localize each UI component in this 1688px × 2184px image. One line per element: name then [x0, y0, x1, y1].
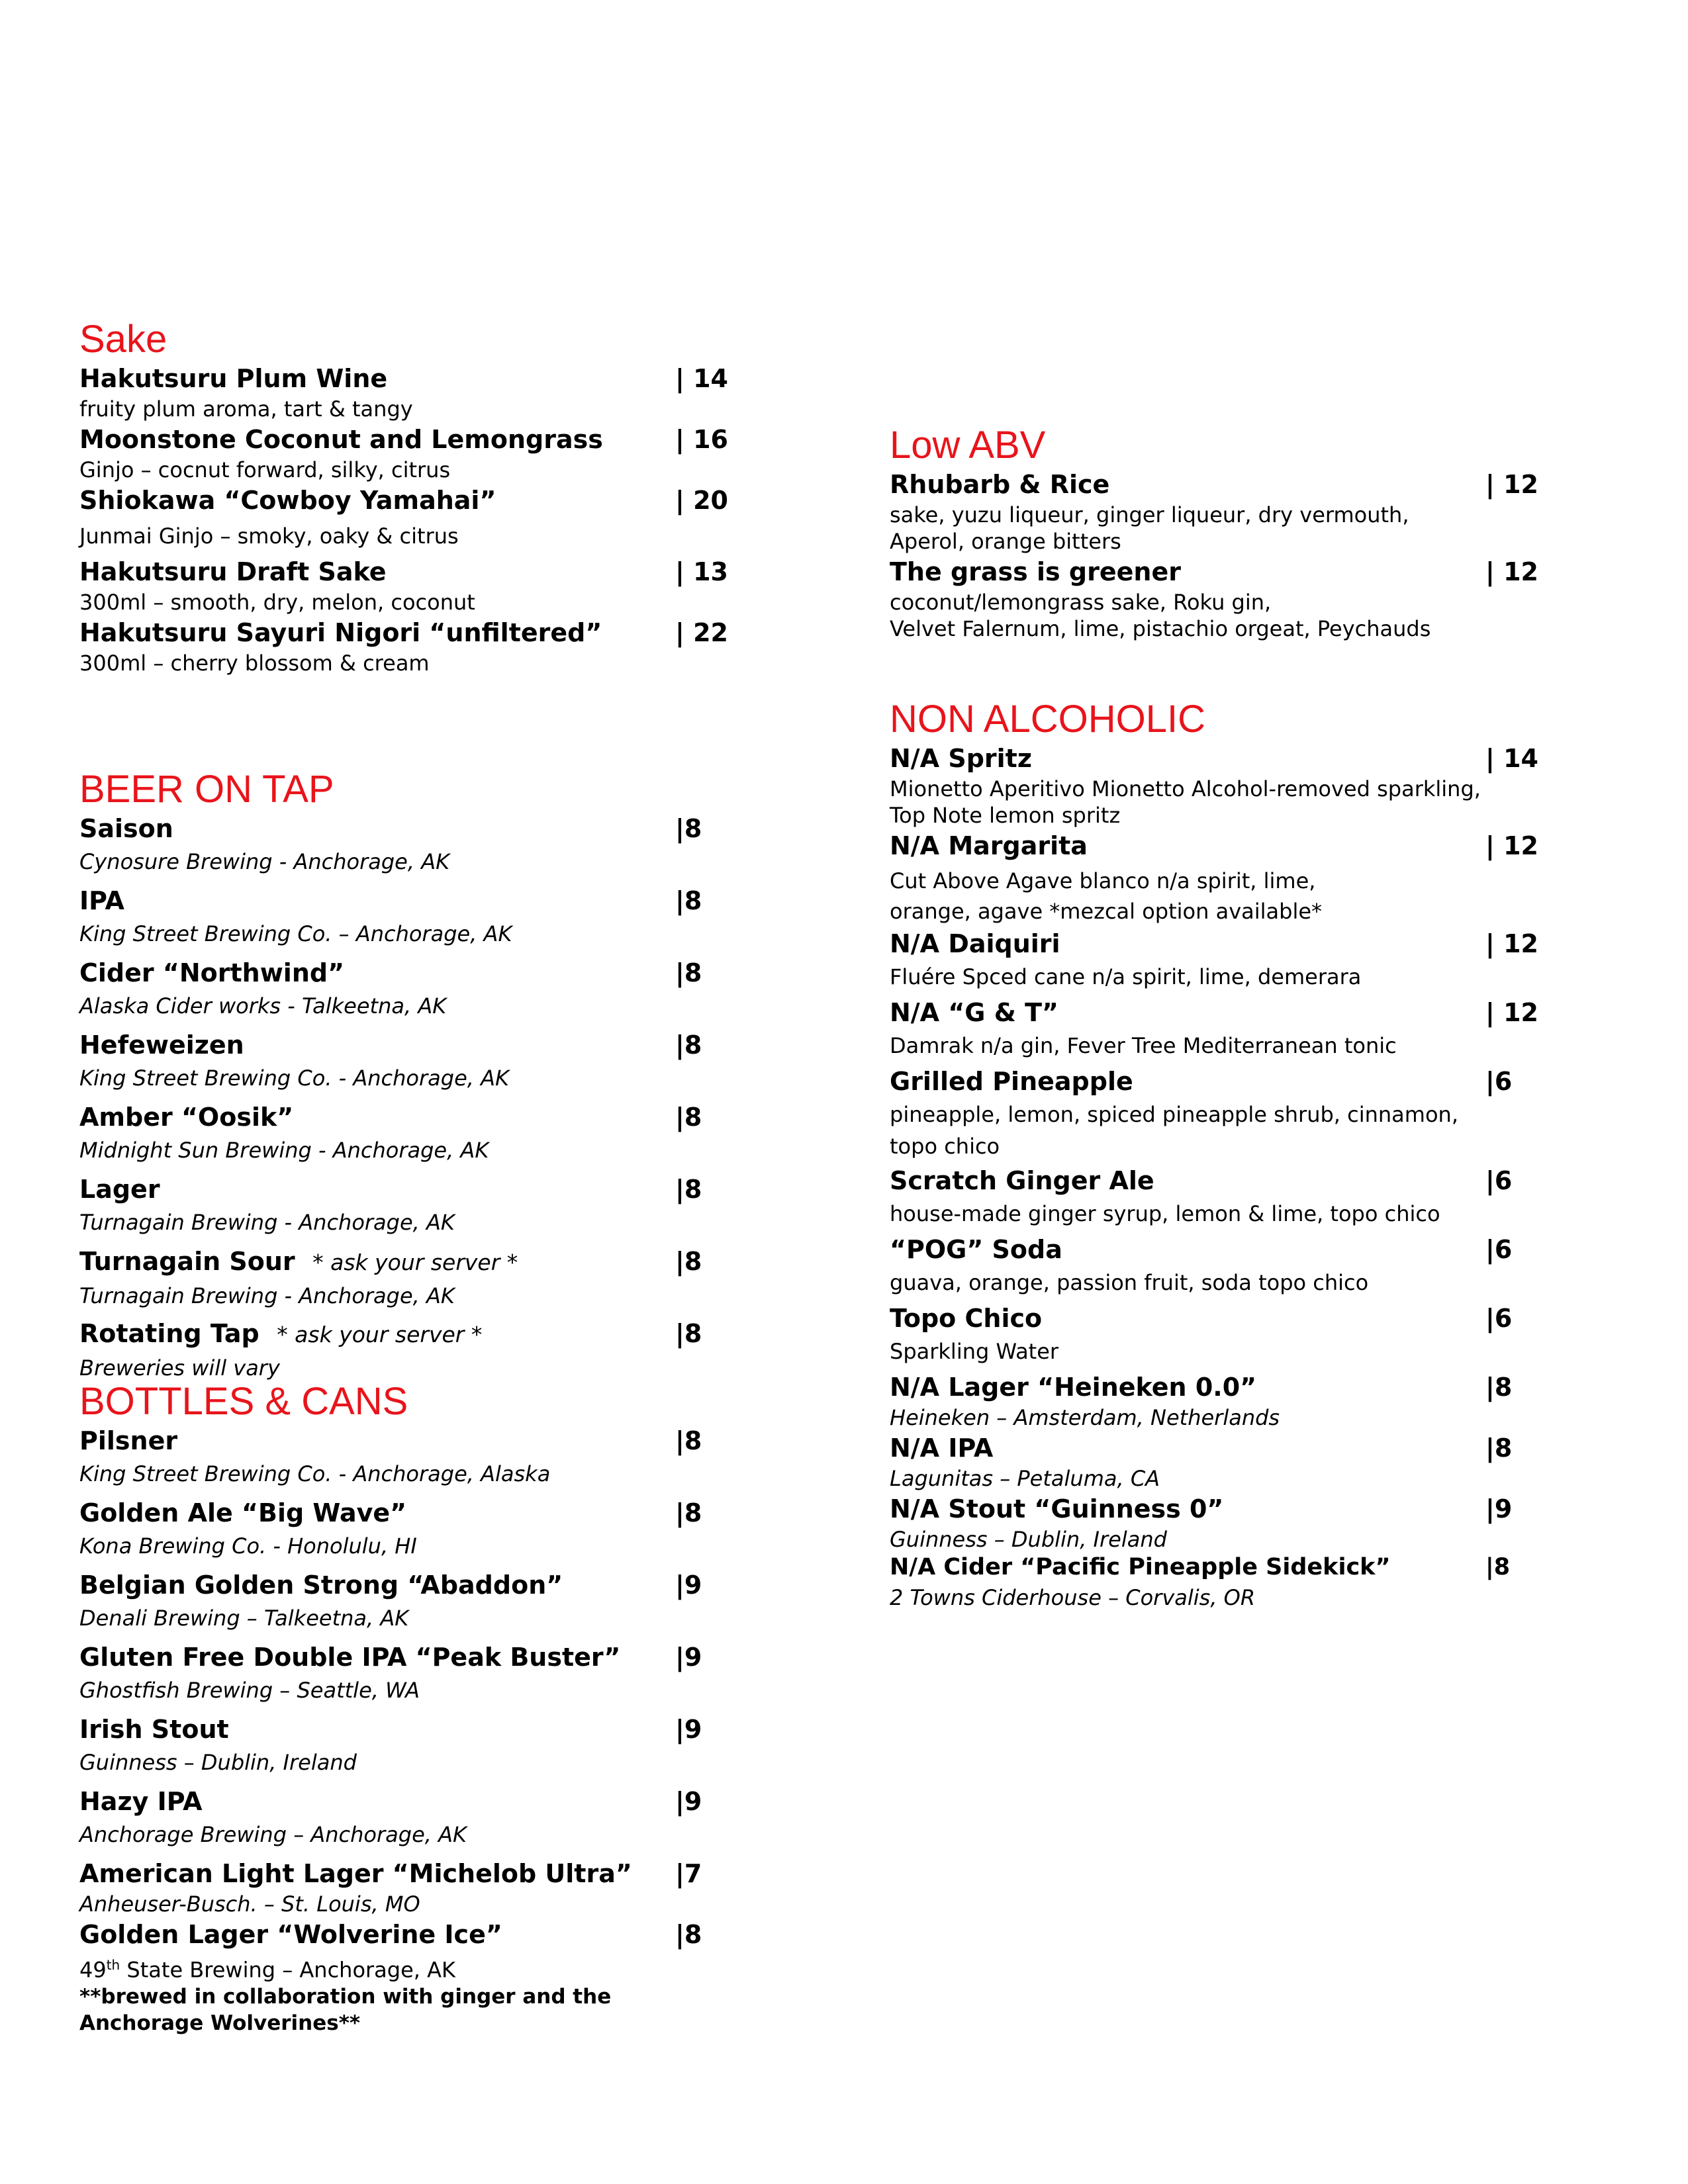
menu-item	[890, 829, 1552, 927]
menu-item	[79, 1100, 741, 1172]
item-name: IPA	[79, 886, 124, 915]
item-name: Moonstone Coconut and Lemongrass	[79, 425, 603, 454]
menu-item	[890, 555, 1552, 642]
item-desc: Turnagain Brewing - Anchorage, AK	[79, 1210, 455, 1235]
menu-item	[79, 361, 741, 422]
item-desc: Junmai Ginjo – smoky, oaky & citrus	[79, 523, 459, 549]
menu-item	[79, 956, 741, 1028]
item-name: Golden Lager “Wolverine Ice”	[79, 1920, 502, 1949]
item-desc: Anheuser-Busch. – St. Louis, MO	[79, 1891, 420, 1917]
desc-num: 49	[79, 1957, 107, 1983]
item-note: * ask your server *	[312, 1250, 518, 1275]
item-price: |8	[1485, 1433, 1513, 1463]
item-price: | 13	[675, 557, 728, 586]
item-desc: orange, agave *mezcal option available*	[890, 899, 1323, 924]
right-column	[890, 424, 1552, 1611]
desc-sup: th	[106, 1957, 120, 1973]
item-desc: Kona Brewing Co. - Honolulu, HI	[79, 1533, 417, 1559]
item-price: |8	[675, 1498, 702, 1527]
menu-item	[79, 1244, 741, 1316]
item-desc: coconut/lemongrass sake, Roku gin,	[890, 590, 1272, 615]
menu-item	[79, 555, 741, 615]
item-name: Cider “Northwind”	[79, 958, 345, 987]
item-name: N/A Spritz	[890, 744, 1032, 773]
bottles-and-cans-section	[79, 1380, 741, 2036]
item-desc: Denali Brewing – Talkeetna, AK	[79, 1606, 409, 1631]
menu-item	[890, 1370, 1552, 1431]
non-alcoholic-section	[890, 698, 1552, 1611]
item-name: Hakutsuru Sayuri Nigori “unfiltered”	[79, 618, 602, 647]
item-desc	[79, 1952, 741, 1983]
item-price: |8	[675, 1247, 702, 1276]
item-desc: 300ml – cherry blossom & cream	[79, 651, 430, 676]
item-desc: fruity plum aroma, tart & tangy	[79, 396, 413, 422]
item-desc: guava, orange, passion fruit, soda topo chico	[890, 1270, 1369, 1295]
item-desc: Sparkling Water	[890, 1339, 1059, 1364]
item-price: | 12	[1485, 557, 1538, 586]
item-name: The grass is greener	[890, 557, 1181, 586]
menu-item	[890, 1550, 1552, 1611]
item-desc: pineapple, lemon, spiced pineapple shrub, cinnamon,	[890, 1102, 1458, 1127]
sake-section	[79, 318, 741, 676]
item-price: |9	[1485, 1494, 1513, 1524]
item-name: Lager	[79, 1175, 160, 1204]
non-alcoholic-title: NON ALCOHOLIC	[890, 698, 1205, 741]
menu-item	[890, 1163, 1552, 1232]
item-name: Hazy IPA	[79, 1787, 203, 1816]
item-desc: Velvet Falernum, lime, pistachio orgeat, Peychauds	[890, 616, 1431, 641]
item-price: |6	[1485, 1235, 1513, 1264]
item-name: Turnagain Sour	[79, 1247, 295, 1276]
item-desc: sake, yuzu liqueur, ginger liqueur, dry vermouth,	[890, 502, 1409, 527]
item-desc: Fluére Spced cane n/a spirit, lime, demerara	[890, 964, 1362, 989]
item-price: |8	[675, 1103, 702, 1132]
item-desc: Breweries will vary	[79, 1355, 280, 1381]
item-price: | 20	[675, 486, 728, 515]
item-price: |8	[675, 1030, 702, 1060]
menu-item	[890, 1232, 1552, 1301]
item-name: Irish Stout	[79, 1715, 229, 1744]
item-name: Topo Chico	[890, 1304, 1043, 1333]
item-name: N/A “G & T”	[890, 998, 1058, 1027]
menu-item	[890, 1064, 1552, 1163]
item-price: |7	[675, 1859, 702, 1888]
menu-item	[79, 1424, 741, 1496]
item-desc: house-made ginger syrup, lemon & lime, topo chico	[890, 1201, 1440, 1226]
item-name: Hakutsuru Draft Sake	[79, 557, 387, 586]
item-name: N/A Cider “Pacific Pineapple Sidekick”	[890, 1554, 1391, 1580]
beer-on-tap-title: BEER ON TAP	[79, 768, 334, 811]
item-desc: Cut Above Agave blanco n/a spirit, lime,	[890, 868, 1316, 893]
item-price: |8	[675, 1319, 702, 1348]
item-price: |8	[675, 814, 702, 843]
menu-item	[79, 1568, 741, 1640]
item-price: | 16	[675, 425, 728, 454]
item-extra-note: **brewed in collaboration with ginger and the	[79, 1984, 612, 2009]
item-desc: Ghostfish Brewing – Seattle, WA	[79, 1678, 420, 1703]
item-price: |8	[675, 886, 702, 915]
item-price: |9	[675, 1570, 702, 1600]
item-price: |8	[675, 1175, 702, 1204]
item-name-row	[79, 1244, 741, 1280]
item-name: Saison	[79, 814, 173, 843]
bottles-and-cans-title: BOTTLES & CANS	[79, 1380, 408, 1423]
item-name: Shiokawa “Cowboy Yamahai”	[79, 486, 496, 515]
item-desc: Turnagain Brewing - Anchorage, AK	[79, 1283, 455, 1308]
item-desc: King Street Brewing Co. - Anchorage, Alaska	[79, 1461, 551, 1486]
menu-item	[79, 1784, 741, 1856]
item-desc: Aperol, orange bitters	[890, 529, 1121, 554]
menu-item	[890, 1431, 1552, 1492]
item-desc: Mionetto Aperitivo Mionetto Alcohol-removed sparkling,	[890, 776, 1481, 801]
item-price: |6	[1485, 1166, 1513, 1195]
item-desc: Heineken – Amsterdam, Netherlands	[890, 1405, 1280, 1430]
item-name: N/A Stout “Guinness 0”	[890, 1494, 1224, 1524]
item-desc: Ginjo – cocnut forward, silky, citrus	[79, 457, 451, 482]
item-price: |8	[1485, 1554, 1511, 1580]
menu-item	[79, 422, 741, 483]
beer-on-tap-section	[79, 768, 741, 1380]
item-desc: King Street Brewing Co. - Anchorage, AK	[79, 1066, 509, 1091]
item-name: Pilsner	[79, 1426, 178, 1455]
menu-item	[79, 811, 741, 884]
item-name: N/A Margarita	[890, 831, 1088, 860]
menu-item	[79, 1172, 741, 1244]
menu-item	[79, 1856, 741, 1917]
item-price: | 12	[1485, 998, 1538, 1027]
item-name: N/A IPA	[890, 1433, 994, 1463]
item-desc: Midnight Sun Brewing - Anchorage, AK	[79, 1138, 489, 1163]
item-name: Hakutsuru Plum Wine	[79, 364, 388, 393]
item-price: |9	[675, 1643, 702, 1672]
menu-item	[890, 1301, 1552, 1370]
menu-item	[79, 615, 741, 676]
menu-item	[890, 741, 1552, 829]
item-name: N/A Daiquiri	[890, 929, 1060, 958]
item-price: |8	[1485, 1373, 1513, 1402]
menu-item	[890, 927, 1552, 995]
menu-item	[79, 1640, 741, 1712]
item-price: |6	[1485, 1304, 1513, 1333]
item-name: Belgian Golden Strong “Abaddon”	[79, 1570, 563, 1600]
item-name: Gluten Free Double IPA “Peak Buster”	[79, 1643, 621, 1672]
item-name: Rhubarb & Rice	[890, 470, 1110, 499]
item-price: |9	[675, 1715, 702, 1744]
item-desc: King Street Brewing Co. – Anchorage, AK	[79, 921, 512, 946]
item-desc: 300ml – smooth, dry, melon, coconut	[79, 590, 475, 615]
item-desc: topo chico	[890, 1134, 1000, 1159]
item-price: | 12	[1485, 831, 1538, 860]
sake-title: Sake	[79, 318, 167, 361]
item-price: | 22	[675, 618, 728, 647]
item-desc: Cynosure Brewing - Anchorage, AK	[79, 849, 450, 874]
item-desc: Guinness – Dublin, Ireland	[79, 1750, 357, 1775]
item-name: American Light Lager “Michelob Ultra”	[79, 1859, 632, 1888]
item-desc: Alaska Cider works - Talkeetna, AK	[79, 993, 447, 1019]
item-desc: Top Note lemon spritz	[890, 803, 1121, 828]
item-name: Grilled Pineapple	[890, 1067, 1133, 1096]
low-abv-section	[890, 424, 1552, 642]
menu-item	[890, 1492, 1552, 1550]
left-column	[79, 318, 741, 2036]
menu-item	[890, 995, 1552, 1064]
item-name: Amber “Oosik”	[79, 1103, 294, 1132]
item-name: N/A Lager “Heineken 0.0”	[890, 1373, 1257, 1402]
menu-item	[79, 1028, 741, 1100]
item-price: | 12	[1485, 929, 1538, 958]
item-price: |8	[675, 958, 702, 987]
item-price: |6	[1485, 1067, 1513, 1096]
menu-item	[79, 1712, 741, 1784]
item-name: Golden Ale “Big Wave”	[79, 1498, 407, 1527]
item-price: | 14	[675, 364, 728, 393]
item-price: |9	[675, 1787, 702, 1816]
item-name: Hefeweizen	[79, 1030, 244, 1060]
item-name-row	[79, 1316, 741, 1352]
item-price: | 12	[1485, 470, 1538, 499]
menu-item	[890, 467, 1552, 555]
menu-item	[79, 1917, 741, 2036]
menu-item	[79, 483, 741, 549]
item-extra-note: Anchorage Wolverines**	[79, 2011, 361, 2035]
item-desc: Anchorage Brewing – Anchorage, AK	[79, 1822, 467, 1847]
item-price: | 14	[1485, 744, 1538, 773]
item-desc: Damrak n/a gin, Fever Tree Mediterranean tonic	[890, 1033, 1397, 1058]
low-abv-title: Low ABV	[890, 424, 1046, 467]
item-name: “POG” Soda	[890, 1235, 1062, 1264]
item-price: |8	[675, 1920, 702, 1949]
item-desc: Lagunitas – Petaluma, CA	[890, 1466, 1160, 1491]
item-name: Scratch Ginger Ale	[890, 1166, 1154, 1195]
menu-item	[79, 1316, 741, 1380]
menu-item	[79, 884, 741, 956]
desc-rest: State Brewing – Anchorage, AK	[120, 1957, 455, 1983]
item-price: |8	[675, 1426, 702, 1455]
item-note: * ask your server *	[277, 1322, 483, 1347]
item-name: Rotating Tap	[79, 1319, 259, 1348]
item-desc: Guinness – Dublin, Ireland	[890, 1527, 1167, 1552]
menu-item	[79, 1496, 741, 1568]
item-desc: 2 Towns Ciderhouse – Corvalis, OR	[890, 1585, 1256, 1610]
